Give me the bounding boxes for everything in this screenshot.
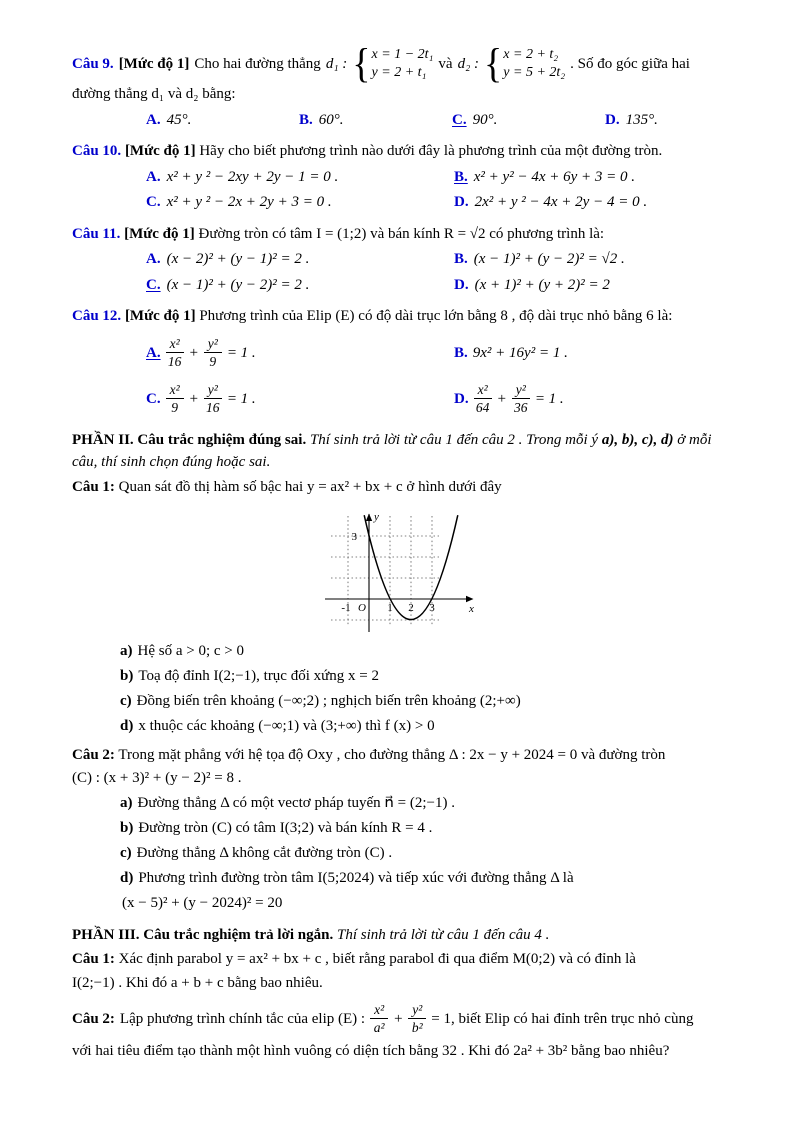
item-label: d) xyxy=(120,718,134,735)
item-text: Đường thẳng Δ không cắt đường tròn (C) . xyxy=(136,845,393,862)
p2-q1-item-a xyxy=(72,640,732,663)
item-label: a) xyxy=(120,795,133,812)
graph-label-origin: O xyxy=(358,602,366,615)
question-11-stem xyxy=(72,223,732,246)
p2-q1-item-b xyxy=(72,665,732,688)
option-text: (x − 1)² + (y − 2)² = 2 . xyxy=(166,276,310,293)
question-12 xyxy=(72,305,732,420)
part-2-heading xyxy=(72,429,732,474)
question-11-options-row2 xyxy=(72,274,732,297)
option-d xyxy=(454,378,762,420)
part-2-title: PHẦN II. Câu trắc nghiệm đúng sai. xyxy=(72,431,307,448)
equation-system-1 xyxy=(352,41,434,87)
question-9-stem-line1 xyxy=(72,41,732,87)
numerator: y² xyxy=(408,1002,426,1019)
stem-text: Phương trình của Elip (E) có độ dài trục lớn bằng 8 , độ dài trục nhỏ bằng 6 là: xyxy=(199,308,673,325)
part-3 xyxy=(72,924,732,1062)
fraction xyxy=(166,336,184,369)
fraction xyxy=(204,336,222,369)
difficulty-tag: [Mức độ 1] xyxy=(124,308,196,325)
option-letter: A. xyxy=(146,168,161,185)
option-text: x² + y ² − 2x + 2y + 3 = 0 . xyxy=(166,194,332,211)
difficulty-tag: [Mức độ 1] xyxy=(124,225,195,242)
numerator: x² xyxy=(370,1002,388,1019)
option-b xyxy=(454,166,762,189)
fraction xyxy=(370,1002,388,1035)
difficulty-tag: [Mức độ 1] xyxy=(124,143,196,160)
part-2-note-cont: ở mỗi câu, thí sinh chọn đúng hoặc sai. xyxy=(72,431,712,471)
equals-part: = 1 . xyxy=(534,390,564,407)
stem-text: Lập phương trình chính tắc của elip (E) : xyxy=(119,1010,366,1027)
system-rows xyxy=(503,46,565,82)
option-letter: B. xyxy=(454,344,468,361)
option-text: x² + y² − 4x + 6y + 3 = 0 . xyxy=(473,168,636,185)
option-b xyxy=(454,248,762,271)
graph-label-x2: 2 xyxy=(408,602,414,615)
denominator: 16 xyxy=(206,400,220,416)
option-letter: D. xyxy=(454,194,469,211)
fraction xyxy=(474,382,492,415)
option-c xyxy=(452,109,605,132)
graph-label-x-axis: x xyxy=(469,603,474,616)
denominator: a² xyxy=(373,1020,385,1036)
item-label: c) xyxy=(120,845,132,862)
math-d2: d₂ : xyxy=(457,55,480,72)
question-9-stem-line2: đường thẳng d₁ và d₂ bằng: xyxy=(72,86,236,103)
option-letter: C. xyxy=(146,276,161,293)
stem-text: = 1, biết Elip có hai đỉnh trên trục nhỏ cùng xyxy=(431,1010,694,1027)
x-axis-arrow xyxy=(466,596,474,602)
option-a xyxy=(146,332,454,374)
item-text: Đường thẳng Δ có một vectơ pháp tuyến n⃗ = (2;−1) . xyxy=(137,795,456,812)
option-d xyxy=(454,274,762,297)
operator: + xyxy=(393,1010,404,1027)
option-letter: A. xyxy=(146,251,161,268)
part-2-note-bold: a), b), c), d) xyxy=(601,431,674,448)
question-label: Câu 12. xyxy=(72,308,122,325)
option-letter: A. xyxy=(146,344,161,361)
item-text: x thuộc các khoảng (−∞;1) và (3;+∞) thì f (x) > 0 xyxy=(138,718,435,735)
p3-question-2-line2: với hai tiêu điểm tạo thành một hình vuông có diện tích bằng 32 . Khi đó 2a² + 3b² bằng bao nhiêu? xyxy=(72,1042,670,1059)
numerator: x² xyxy=(474,382,492,399)
stem-text: Hãy cho biết phương trình nào dưới đây là phương trình của một đường tròn. xyxy=(199,143,663,160)
numerator: x² xyxy=(166,336,184,353)
stem-text: Xác định parabol y = ax² + bx + c , biết rằng parabol đi qua điểm M(0;2) và có đỉnh là xyxy=(118,951,636,968)
question-9 xyxy=(72,41,732,131)
p2-q2-item-a xyxy=(72,792,732,815)
option-letter: C. xyxy=(146,194,161,211)
question-10 xyxy=(72,140,732,214)
question-10-options-row2 xyxy=(72,191,732,214)
system-eq-bottom: y = 5 + 2t₂ xyxy=(503,65,566,81)
graph-label-y-axis: y xyxy=(374,511,379,524)
question-9-options xyxy=(72,109,732,132)
system-eq-top: x = 1 − 2t₁ xyxy=(371,47,434,62)
option-d xyxy=(454,191,762,214)
numerator: y² xyxy=(512,382,530,399)
option-letter: C. xyxy=(146,390,161,407)
item-label: c) xyxy=(120,693,132,710)
option-c xyxy=(146,378,454,420)
denominator: 64 xyxy=(475,400,490,416)
equals-part: = 1 . xyxy=(226,390,256,407)
item-text: Đồng biến trên khoảng (−∞;2) ; nghịch biến trên khoảng (2;+∞) xyxy=(136,693,521,710)
option-letter: D. xyxy=(605,111,620,128)
brace-glyph: { xyxy=(484,41,503,87)
p2-question-1-stem xyxy=(72,476,732,499)
p3-question-1-line2: I(2;−1) . Khi đó a + b + c bằng bao nhiêu. xyxy=(72,974,323,991)
p3-question-1-line1 xyxy=(72,948,732,971)
question-12-options-row2 xyxy=(72,378,732,420)
option-a xyxy=(146,248,454,271)
numerator: y² xyxy=(204,336,222,353)
option-b xyxy=(454,332,762,374)
option-text: (x + 1)² + (y + 2)² = 2 xyxy=(474,276,610,293)
item-label: d) xyxy=(120,870,134,887)
equation-system-2 xyxy=(484,41,566,87)
part-2 xyxy=(72,429,732,915)
operator: + xyxy=(188,390,199,407)
p2-question-2-stem-line1 xyxy=(72,744,732,767)
part-3-title: PHẦN III. Câu trắc nghiệm trả lời ngắn. xyxy=(72,926,334,943)
question-12-stem xyxy=(72,305,732,328)
graph-label-y3: 3 xyxy=(351,531,357,544)
denominator: b² xyxy=(411,1020,423,1036)
stem-text: Trong mặt phẳng với hệ tọa độ Oxy , cho đường thẳng Δ : 2x − y + 2024 = 0 và đường tròn xyxy=(118,746,666,763)
part-2-note: Thí sinh trả lời từ câu 1 đến câu 2 . Trong mỗi ý xyxy=(309,431,599,448)
p2-question-2-stem-line2: (C) : (x + 3)² + (y − 2)² = 8 . xyxy=(72,770,242,787)
denominator: 36 xyxy=(514,400,528,416)
question-label: Câu 9. xyxy=(72,55,114,72)
option-text: 2x² + y ² − 4x + 2y − 4 = 0 . xyxy=(474,194,648,211)
p2-q2-item-d xyxy=(72,867,732,890)
parabola-graph xyxy=(317,504,487,636)
y-axis-arrow xyxy=(366,514,372,522)
fraction xyxy=(512,382,530,415)
option-text: 9x² + 16y² = 1 . xyxy=(472,344,568,361)
system-rows xyxy=(372,46,434,82)
option-text: (x − 2)² + (y − 1)² = 2 . xyxy=(166,251,310,268)
question-10-stem xyxy=(72,140,732,163)
fraction xyxy=(166,382,184,415)
graph-label-x3: 3 xyxy=(429,602,435,615)
question-label: Câu 1: xyxy=(72,951,115,968)
item-label: b) xyxy=(120,820,134,837)
graph-label-x1: 1 xyxy=(387,602,393,615)
operator: + xyxy=(496,390,507,407)
denominator: 9 xyxy=(171,400,178,416)
stem-text: Quan sát đồ thị hàm số bậc hai y = ax² + bx + c ở hình dưới đây xyxy=(118,478,502,495)
option-text: (x − 1)² + (y − 2)² = √2 . xyxy=(473,251,625,268)
option-c xyxy=(146,274,454,297)
denominator: 9 xyxy=(209,354,217,370)
stem-text: và xyxy=(438,55,453,72)
item-label: a) xyxy=(120,643,133,660)
item-text: Phương trình đường tròn tâm I(5;2024) và tiếp xúc với đường thẳng Δ là xyxy=(138,870,574,887)
p2-q2-item-b xyxy=(72,817,732,840)
brace-glyph: { xyxy=(352,41,371,87)
option-a xyxy=(146,166,454,189)
question-10-options-row1 xyxy=(72,166,732,189)
p2-q2-item-c xyxy=(72,842,732,865)
option-text: 135°. xyxy=(625,111,658,128)
system-eq-top: x = 2 + t₂ xyxy=(503,47,559,62)
option-text: 90°. xyxy=(472,111,498,128)
stem-text: Cho hai đường thẳng xyxy=(194,55,321,72)
option-d xyxy=(605,109,758,132)
item-label: b) xyxy=(120,668,134,685)
question-11 xyxy=(72,223,732,297)
p3-question-2-line1 xyxy=(72,1002,732,1035)
question-label: Câu 11. xyxy=(72,225,121,242)
option-letter: B. xyxy=(454,168,468,185)
option-b xyxy=(299,109,452,132)
axes xyxy=(325,514,472,632)
question-11-options-row1 xyxy=(72,248,732,271)
stem-text: . Số đo góc giữa hai xyxy=(570,55,690,72)
denominator: 16 xyxy=(167,354,182,370)
option-text: 60°. xyxy=(318,111,344,128)
numerator: y² xyxy=(204,382,222,399)
fraction xyxy=(204,382,222,415)
numerator: x² xyxy=(166,382,184,399)
operator: + xyxy=(188,344,199,361)
item-text: Hệ số a > 0; c > 0 xyxy=(137,643,244,660)
equals-part: = 1 . xyxy=(226,344,256,361)
option-letter: D. xyxy=(454,390,469,407)
question-label: Câu 2: xyxy=(72,746,115,763)
part-3-heading xyxy=(72,924,732,947)
option-c xyxy=(146,191,454,214)
p2-q2-item-d-formula: (x − 5)² + (y − 2024)² = 20 xyxy=(122,895,283,912)
question-label: Câu 2: xyxy=(72,1010,115,1027)
parabola-figure xyxy=(72,504,732,636)
question-12-options-row1 xyxy=(72,332,732,374)
option-letter: B. xyxy=(299,111,313,128)
option-letter: D. xyxy=(454,276,469,293)
option-letter: C. xyxy=(452,111,467,128)
question-label: Câu 10. xyxy=(72,143,122,160)
system-eq-bottom: y = 2 + t₁ xyxy=(371,65,427,81)
option-letter: B. xyxy=(454,251,468,268)
math-d1: d₁ : xyxy=(325,55,348,72)
difficulty-tag: [Mức độ 1] xyxy=(118,55,190,72)
p2-q1-item-c xyxy=(72,690,732,713)
fraction xyxy=(408,1002,426,1035)
graph-label-xm1: -1 xyxy=(341,602,351,615)
item-text: Đường tròn (C) có tâm I(3;2) và bán kính R = 4 . xyxy=(138,820,433,837)
option-text: 45°. xyxy=(166,111,192,128)
option-letter: A. xyxy=(146,111,161,128)
p2-q1-item-d xyxy=(72,715,732,738)
part-3-note: Thí sinh trả lời từ câu 1 đến câu 4 . xyxy=(336,926,550,943)
item-text: Toạ độ đỉnh I(2;−1), trục đối xứng x = 2 xyxy=(138,668,379,685)
option-a xyxy=(146,109,299,132)
stem-text: Đường tròn có tâm I = (1;2) và bán kính R = √2 có phương trình là: xyxy=(198,225,605,242)
question-label: Câu 1: xyxy=(72,478,115,495)
option-text: x² + y ² − 2xy + 2y − 1 = 0 . xyxy=(166,168,339,185)
